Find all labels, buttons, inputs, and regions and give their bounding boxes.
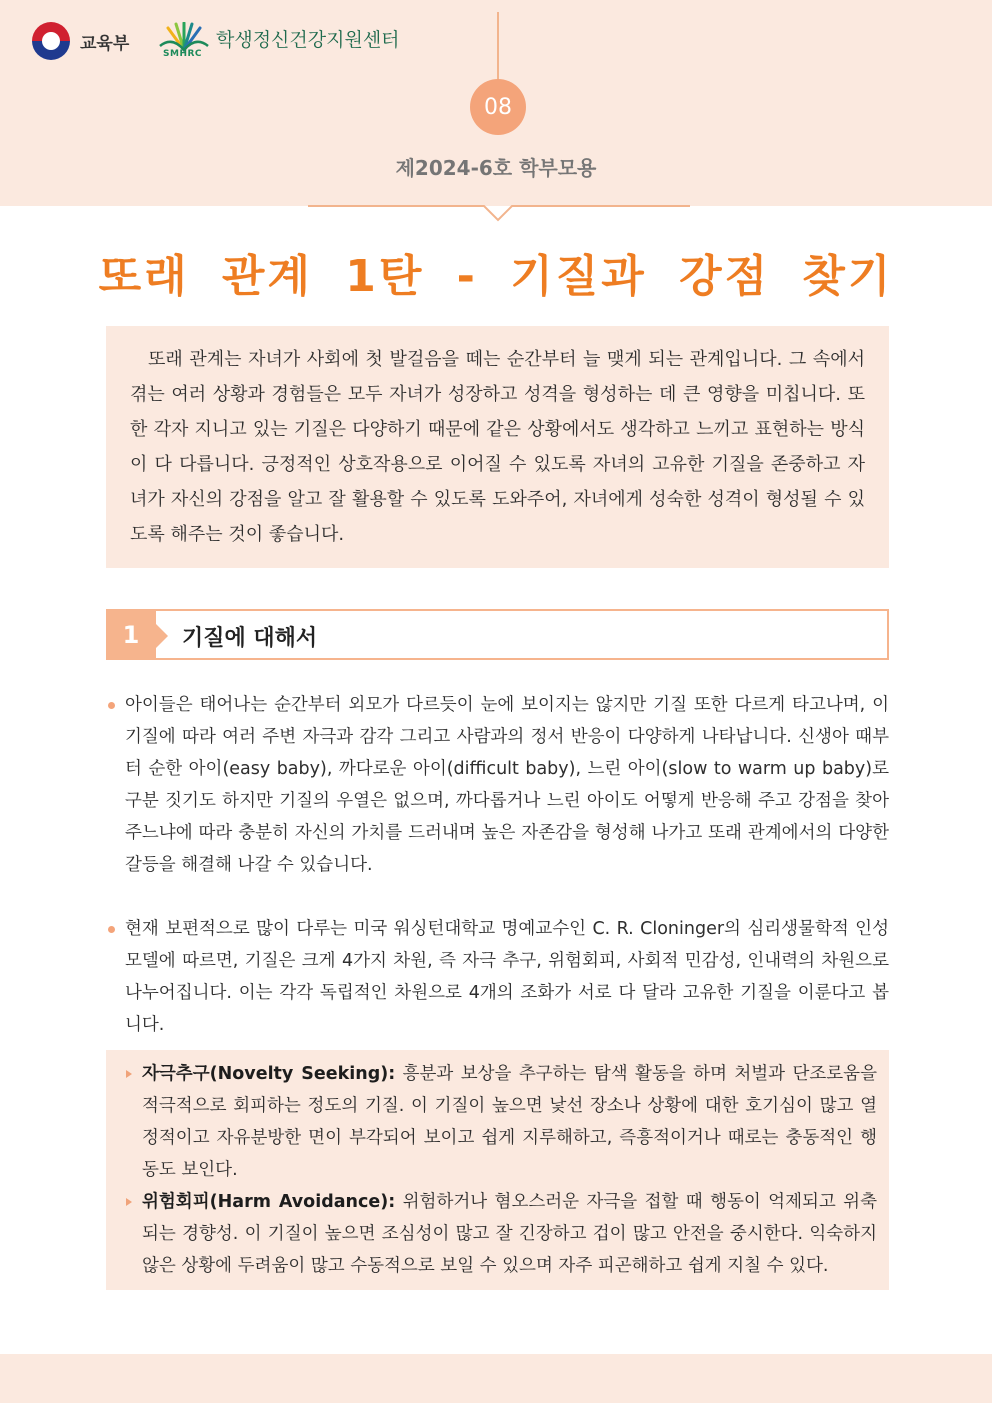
ministry-label: 교육부 (80, 33, 130, 54)
center-logo (158, 22, 400, 62)
bullet-text: 아이들은 태어나는 순간부터 외모가 다르듯이 눈에 보이지는 않지만 기질 또한 다르게 타고나며, 이 기질에 따라 여러 주변 자극과 감각 그리고 사람과의 정서 반응이 다양하게 나타납니다. 신생아 때부터 순한 아이(easy baby), 까다로운 아이(difficult baby), 느린 아이(slow to warm up baby)로 구분 짓기도 하지만 기질의 우열은 없으며, 까다롭거나 느린 아이도 어떻게 반응해 주고 강점을 찾아주느냐에 따라 충분히 자신의 가치를 드러내며 높은 자존감을 형성해 나가고 또래 관계에서의 다양한 갈등을 해결해 나갈 수 있습니다. (125, 695, 889, 875)
header-divider-line (497, 12, 499, 82)
bullet-text: 현재 보편적으로 많이 다루는 미국 워싱턴대학교 명예교수인 C. R. Cloninger의 심리생물학적 인성 모델에 따르면, 기질은 크게 4가지 차원, 즉 자극 추구, 위험회피, 사회적 민감성, 인내력의 차원으로 나누어집니다. 이는 각각 독립적인 차원으로 4개의 조화가 서로 다 달라 고유한 기질을 이룬다고 봅니다. (125, 919, 889, 1035)
section-number: 1 (106, 609, 156, 660)
temperament-term: 자극추구(Novelty Seeking): (142, 1064, 396, 1084)
sunburst-leaf-icon (158, 22, 210, 62)
footer-band (0, 1354, 992, 1403)
issue-number-badge: 08 (470, 79, 526, 135)
section-title: 기질에 대해서 (182, 626, 318, 651)
taegeuk-emblem-icon (32, 22, 70, 60)
triangle-bullet-icon (126, 1198, 132, 1206)
temperament-desc: 흥분과 보상을 추구하는 탐색 활동을 하며 처벌과 단조로움을 적극적으로 회피하는 정도의 기질. 이 기질이 높으면 낯선 장소나 상황에 대한 호기심이 많고 열정적이고 자유분방한 면이 부각되어 보이고 쉽게 지루해하고, 즉흥적이거나 때로는 충동적인 행동도 보인다. (142, 1064, 878, 1180)
intro-text: 또래 관계는 자녀가 사회에 첫 발걸음을 떼는 순간부터 늘 맺게 되는 관계입니다. 그 속에서 겪는 여러 상황과 경험들은 모두 자녀가 성장하고 성격을 형성하는 데 큰 영향을 미칩니다. 또한 각자 지니고 있는 기질은 다양하기 때문에 같은 상황에서도 생각하고 느끼고 표현하는 방식이 다 다릅니다. 긍정적인 상호작용으로 이어질 수 있도록 자녀의 고유한 기질을 존중하고 자녀가 자신의 강점을 알고 잘 활용할 수 있도록 도와주어, 자녀에게 성숙한 성격이 형성될 수 있도록 해주는 것이 좋습니다. (130, 349, 865, 545)
ministry-logo (32, 22, 129, 60)
temperament-box (106, 1050, 889, 1290)
section-header (106, 609, 889, 660)
issue-label: 제2024-6호 학부모용 (395, 156, 597, 180)
page-title: 또래 관계 1탄 - 기질과 강점 찾기 (98, 251, 894, 302)
section-arrow-icon (156, 624, 168, 648)
header-pointer-line (308, 200, 690, 222)
intro-box (106, 326, 889, 568)
bullet-dot-icon (108, 702, 115, 709)
triangle-bullet-icon (126, 1070, 132, 1078)
bullet-paragraph (106, 689, 889, 881)
temperament-item (118, 1058, 877, 1186)
center-name: 학생정신건강지원센터 (216, 29, 400, 51)
temperament-item (118, 1186, 877, 1282)
bullet-dot-icon (108, 926, 115, 933)
center-abbr: SMHRC (163, 49, 203, 59)
temperament-desc: 위험하거나 혐오스러운 자극을 접할 때 행동이 억제되고 위축되는 경향성. 이 기질이 높으면 조심성이 많고 잘 긴장하고 겁이 많고 안전을 중시한다. 익숙하지 않은 상황에 두려움이 많고 수동적으로 보일 수 있으며 자주 피곤해하고 쉽게 지칠 수 있다. (142, 1192, 877, 1276)
bullet-paragraph (106, 913, 889, 1041)
temperament-term: 위험회피(Harm Avoidance): (142, 1192, 396, 1212)
